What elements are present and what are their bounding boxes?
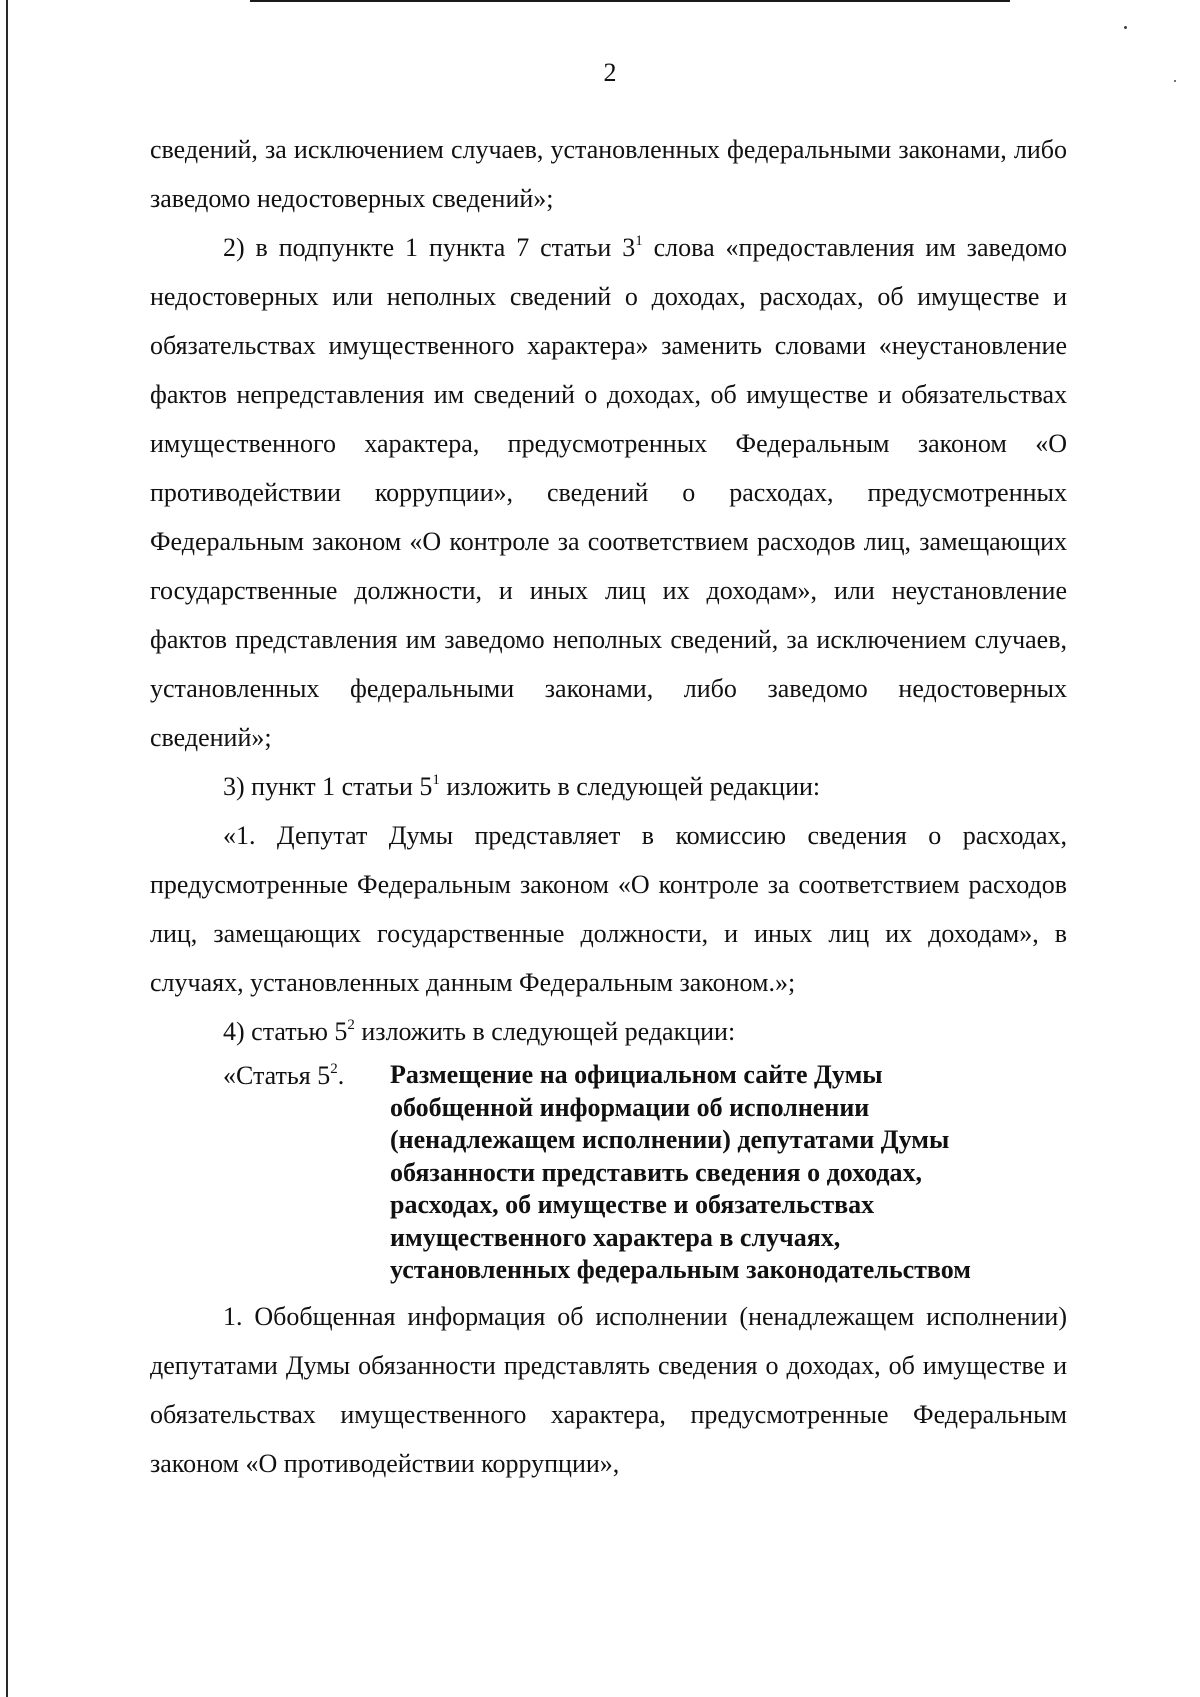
scan-top-edge xyxy=(250,0,1010,2)
paragraph-item-2 xyxy=(150,223,1067,762)
article-heading xyxy=(150,1059,1067,1287)
paragraph-text: 4) статью 5 xyxy=(223,1017,348,1046)
superscript: 1 xyxy=(432,772,440,788)
paragraph-article-point-1: 1. Обобщенная информация об исполнении (ненадлежащем исполнении) депутатами Думы обязанности представлять сведения о доходах, об имуществе и обязательствах имущественного характера, предусмотренные Федеральным законом «О противодействии коррупции», xyxy=(150,1301,1067,1478)
superscript: 1 xyxy=(635,233,643,249)
paragraph-item-4 xyxy=(150,1007,1067,1056)
paragraph-item-3 xyxy=(150,762,1067,811)
paragraph-text: изложить в следующей редакции: xyxy=(439,772,821,801)
paragraph-text: слова «предоставления им заведомо недостоверных или неполных сведений о доходах, расходах, об имуществе и обязательствах имущественного характера» заменить словами «неустановление фактов непредставления им сведений о доходах, об имуществе и обязательствах имущественного характера, предусмотренных Федеральным законом «О противодействии коррупции», сведений о расходах, предусмотренных Федеральным законом «О контроле за соответствием расходов лиц, замещающих государственные должности, и иных лиц их доходам», или неустановление фактов представления им заведомо неполных сведений, за исключением случаев, установленных федеральными законами, либо заведомо недостоверных сведений»; xyxy=(150,233,1068,752)
article-title: Размещение на официальном сайте Думы обобщенной информации об исполнении (ненадлежащем исполнении) депутатами Думы обязанности представить сведения о доходах, расходах, об имуществе и обязательствах имущественного характера в случаях, установленных федеральным законодательством xyxy=(390,1060,971,1284)
document-body xyxy=(150,125,1067,1488)
page-number: 2 xyxy=(603,58,617,87)
paragraph-text: 2) в подпункте 1 пункта 7 статьи 3 xyxy=(223,233,636,262)
paragraph-continuation: сведений, за исключением случаев, установленных федеральными законами, либо заведомо недостоверных сведений»; xyxy=(150,135,1067,213)
paragraph-text: 3) пункт 1 статьи 5 xyxy=(223,772,433,801)
superscript: 2 xyxy=(330,1061,338,1077)
article-label xyxy=(150,1059,390,1287)
paragraph-text: изложить в следующей редакции: xyxy=(354,1017,736,1046)
article-label-text: «Статья 5 xyxy=(223,1061,331,1090)
scan-speck xyxy=(1124,26,1127,29)
paragraph-quoted-clause: «1. Депутат Думы представляет в комиссию сведения о расходах, предусмотренные Федеральным законом «О контроле за соответствием расходов лиц, замещающих государственные должности, и иных лиц их доходам», в случаях, установленных данным Федеральным законом.»; xyxy=(150,821,1067,997)
article-label-text: . xyxy=(337,1061,345,1090)
superscript: 2 xyxy=(347,1017,355,1033)
scan-left-edge xyxy=(6,0,8,1697)
